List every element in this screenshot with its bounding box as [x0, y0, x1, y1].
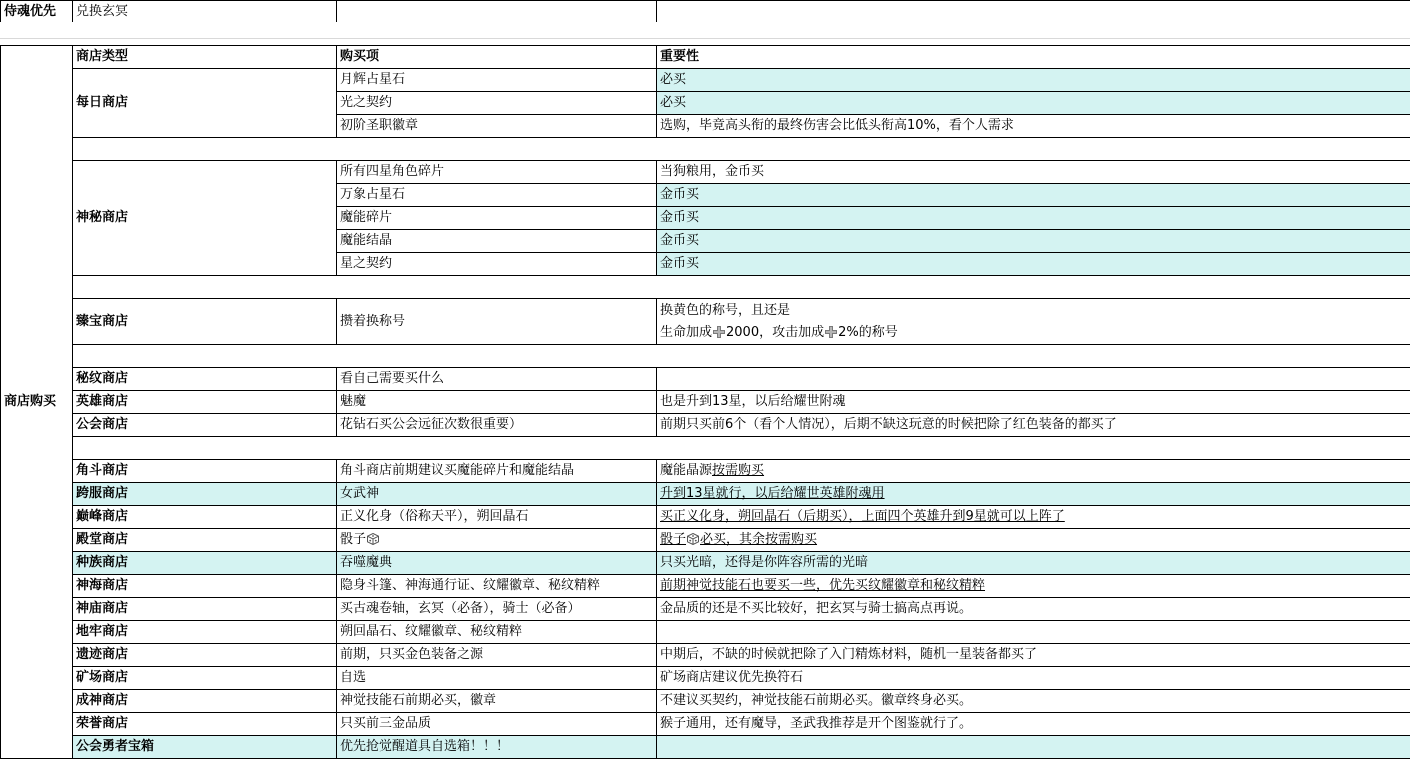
blank-row — [73, 345, 1410, 368]
shop-name-cell[interactable]: 遗迹商店 — [73, 644, 337, 667]
importance-cell[interactable]: 前期只买前6个（看个人情况），后期不缺这玩意的时候把除了红色装备的都买了 — [657, 414, 1410, 437]
item-cell[interactable]: 万象占星石 — [337, 184, 657, 207]
item-cell[interactable]: 花钻石买公会远征次数很重要） — [337, 414, 657, 437]
shop-name-cell[interactable]: 神秘商店 — [73, 161, 337, 276]
item-cell[interactable]: 优先抢觉醒道具自选箱！！！ — [337, 736, 657, 759]
item-cell[interactable]: 只买前三金品质 — [337, 713, 657, 736]
shop-name-cell[interactable]: 荣誉商店 — [73, 713, 337, 736]
header-shop-type[interactable]: 商店类型 — [73, 46, 337, 69]
empty-cell[interactable] — [657, 1, 1410, 23]
text-segment: 魔能晶源 — [660, 463, 713, 478]
item-cell[interactable]: 攒着换称号 — [337, 299, 657, 345]
header-importance[interactable]: 重要性 — [657, 46, 1410, 69]
item-cell[interactable]: 魔能结晶 — [337, 230, 657, 253]
shop-name-cell[interactable]: 殿堂商店 — [73, 529, 337, 552]
item-cell[interactable]: 吞噬魔典 — [337, 552, 657, 575]
item-cell[interactable]: 星之契约 — [337, 253, 657, 276]
grid-line — [0, 38, 1410, 39]
text-segment: 骰子 — [340, 532, 367, 547]
shop-name-cell[interactable]: 成神商店 — [73, 690, 337, 713]
top-value-cell[interactable]: 兑换玄冥 — [73, 1, 337, 23]
item-cell[interactable]: 光之契约 — [337, 92, 657, 115]
importance-cell[interactable] — [657, 368, 1410, 391]
item-cell[interactable]: 隐身斗篷、神海通行证、纹耀徽章、秘纹精粹 — [337, 575, 657, 598]
shop-name-cell[interactable]: 英雄商店 — [73, 391, 337, 414]
shop-name-cell[interactable]: 地牢商店 — [73, 621, 337, 644]
importance-cell[interactable]: 当狗粮用，金币买 — [657, 161, 1410, 184]
importance-cell[interactable]: 矿场商店建议优先换符石 — [657, 667, 1410, 690]
top-row-table — [0, 0, 1410, 23]
shop-table — [0, 45, 1410, 759]
item-cell[interactable]: 前期，只买金色装备之源 — [337, 644, 657, 667]
importance-cell[interactable] — [657, 460, 1410, 483]
item-cell[interactable] — [337, 529, 657, 552]
shop-name-cell[interactable]: 秘纹商店 — [73, 368, 337, 391]
importance-cell[interactable]: 金币买 — [657, 207, 1410, 230]
importance-cell[interactable]: 升到13星就行，以后给耀世英雄附魂用 — [657, 483, 1410, 506]
text-segment: 生命加成 — [660, 324, 713, 340]
blank-row — [73, 276, 1410, 299]
shop-name-cell[interactable]: 种族商店 — [73, 552, 337, 575]
importance-cell[interactable]: 金币买 — [657, 230, 1410, 253]
shop-name-cell[interactable]: 臻宝商店 — [73, 299, 337, 345]
dice-icon — [367, 533, 379, 545]
text-segment: 按需购买 — [712, 463, 765, 478]
item-cell[interactable]: 自选 — [337, 667, 657, 690]
item-cell[interactable]: 初阶圣职徽章 — [337, 115, 657, 138]
plus-icon — [713, 326, 725, 338]
item-cell[interactable]: 女武神 — [337, 483, 657, 506]
text-segment: 必买，其余按需购买 — [700, 532, 818, 547]
importance-cell[interactable]: 必买 — [657, 69, 1410, 92]
importance-cell[interactable]: 中期后，不缺的时候就把除了入门精炼材料，随机一星装备都买了 — [657, 644, 1410, 667]
importance-cell[interactable]: 必买 — [657, 92, 1410, 115]
item-cell[interactable]: 神觉技能石前期必买，徽章 — [337, 690, 657, 713]
importance-cell[interactable]: 也是升到13星，以后给耀世附魂 — [657, 391, 1410, 414]
spacer-row — [0, 22, 1410, 45]
importance-cell[interactable] — [657, 621, 1410, 644]
importance-cell[interactable]: 金品质的还是不买比较好，把玄冥与骑士搞高点再说。 — [657, 598, 1410, 621]
header-item[interactable]: 购买项 — [337, 46, 657, 69]
importance-cell[interactable] — [657, 529, 1410, 552]
text-segment: 2%的称号 — [838, 324, 898, 340]
shop-name-cell[interactable]: 神庙商店 — [73, 598, 337, 621]
plus-icon — [825, 326, 837, 338]
importance-line: 换黄色的称号，且还是 — [660, 302, 791, 318]
importance-cell[interactable]: 选购，毕竟高头衔的最终伤害会比低头衔高10%，看个人需求 — [657, 115, 1410, 138]
item-cell[interactable]: 所有四星角色碎片 — [337, 161, 657, 184]
dice-icon — [687, 533, 699, 545]
item-cell[interactable]: 角斗商店前期建议买魔能碎片和魔能结晶 — [337, 460, 657, 483]
item-cell[interactable]: 魅魔 — [337, 391, 657, 414]
importance-cell[interactable]: 前期神觉技能石也要买一些，优先买纹耀徽章和秘纹精粹 — [657, 575, 1410, 598]
shop-name-cell[interactable]: 公会勇者宝箱 — [73, 736, 337, 759]
item-cell[interactable]: 买古魂卷轴，玄冥（必备），骑士（必备） — [337, 598, 657, 621]
importance-cell[interactable] — [657, 736, 1410, 759]
shop-name-cell[interactable]: 矿场商店 — [73, 667, 337, 690]
item-cell[interactable]: 看自己需要买什么 — [337, 368, 657, 391]
importance-cell[interactable]: 金币买 — [657, 253, 1410, 276]
importance-cell[interactable] — [657, 299, 1410, 345]
section-label-cell[interactable]: 商店购买 — [1, 46, 73, 759]
blank-row — [73, 437, 1410, 460]
importance-cell[interactable]: 猴子通用，还有魔导，圣武我推荐是开个图鉴就行了。 — [657, 713, 1410, 736]
shop-name-cell[interactable]: 神海商店 — [73, 575, 337, 598]
shop-name-cell[interactable]: 每日商店 — [73, 69, 337, 138]
item-cell[interactable]: 朔回晶石、纹耀徽章、秘纹精粹 — [337, 621, 657, 644]
top-label-cell[interactable]: 侍魂优先 — [1, 1, 73, 23]
importance-cell[interactable]: 只买光暗，还得是你阵容所需的光暗 — [657, 552, 1410, 575]
shop-name-cell[interactable]: 公会商店 — [73, 414, 337, 437]
item-cell[interactable]: 魔能碎片 — [337, 207, 657, 230]
shop-name-cell[interactable]: 巅峰商店 — [73, 506, 337, 529]
importance-line — [660, 322, 1410, 344]
text-segment: 骰子 — [660, 532, 687, 547]
blank-row — [73, 138, 1410, 161]
item-cell[interactable]: 月辉占星石 — [337, 69, 657, 92]
importance-cell[interactable]: 不建议买契约，神觉技能石前期必买。徽章终身必买。 — [657, 690, 1410, 713]
shop-name-cell[interactable]: 跨服商店 — [73, 483, 337, 506]
text-segment: 2000，攻击加成 — [726, 324, 825, 340]
importance-cell[interactable]: 金币买 — [657, 184, 1410, 207]
shop-name-cell[interactable]: 角斗商店 — [73, 460, 337, 483]
importance-cell[interactable]: 买正义化身，朔回晶石（后期买），上面四个英雄升到9星就可以上阵了 — [657, 506, 1410, 529]
item-cell[interactable]: 正义化身（俗称天平），朔回晶石 — [337, 506, 657, 529]
empty-cell[interactable] — [337, 1, 657, 23]
